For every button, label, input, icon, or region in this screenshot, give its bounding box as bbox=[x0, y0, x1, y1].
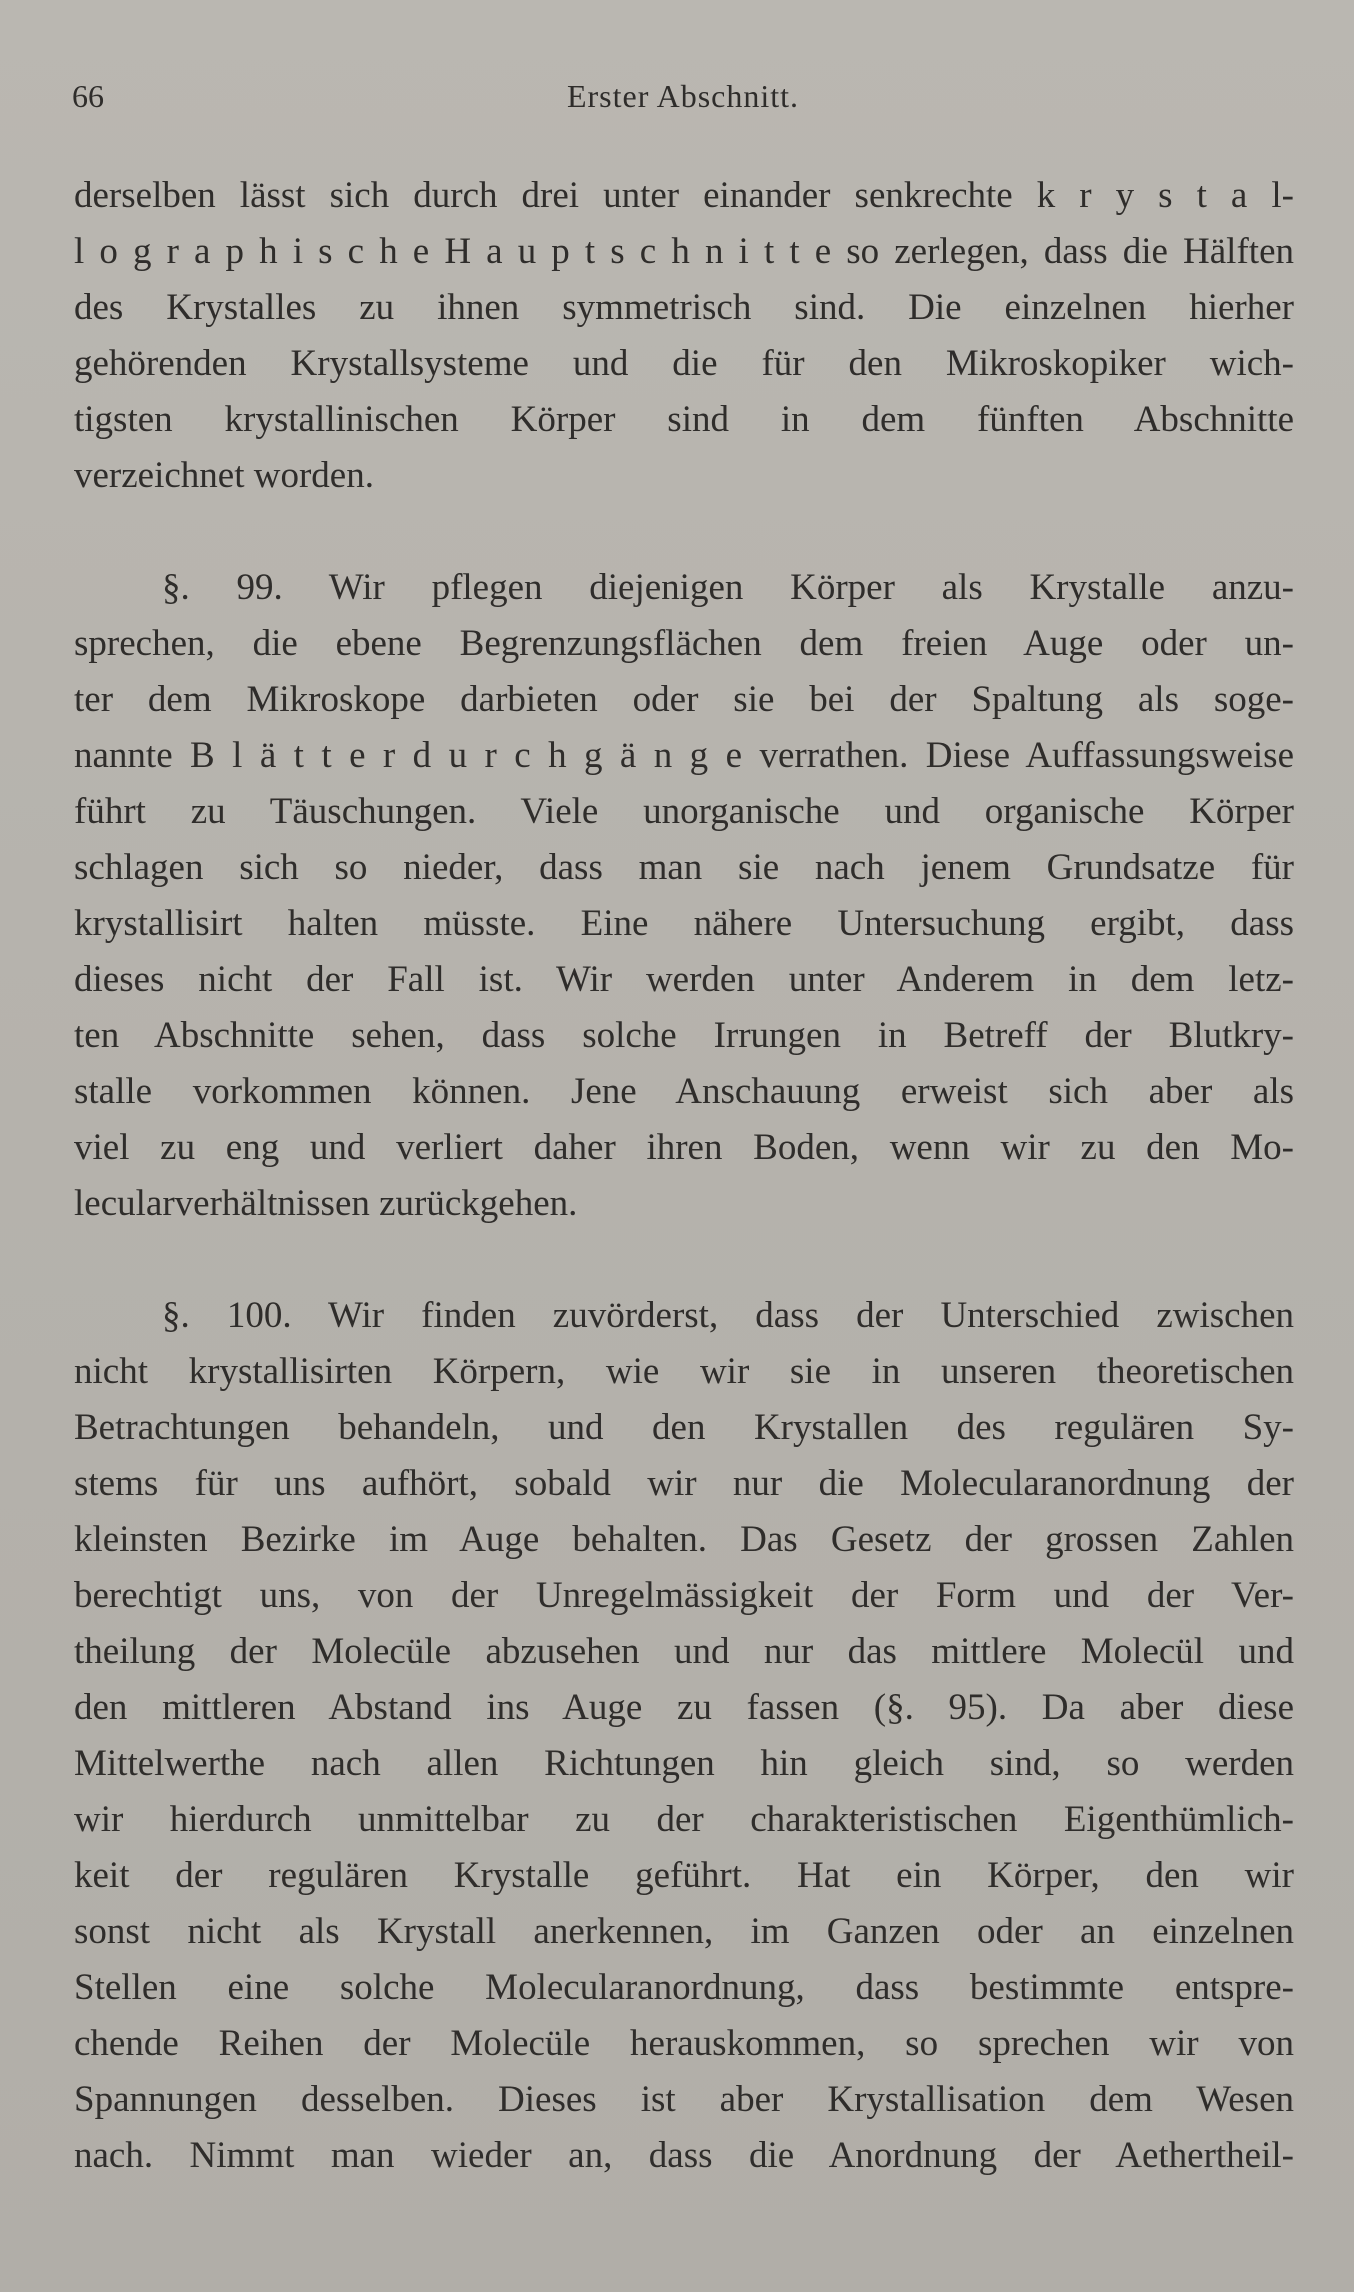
text-line: nach. Nimmt man wieder an, dass die Anordnung der Aethertheil- bbox=[74, 2135, 1294, 2176]
text-line: schlagen sich so nieder, dass man sie nach jenem Grundsatze für bbox=[74, 847, 1294, 888]
text-line: Stellen eine solche Molecularanordnung, dass bestimmte entspre- bbox=[74, 1967, 1294, 2008]
page-number: 66 bbox=[72, 78, 104, 114]
text-line: tigsten krystallinischen Körper sind in dem fünften Abschnitte bbox=[74, 399, 1294, 440]
text-line: §. 99. Wir pflegen diejenigen Körper als Krystalle anzu- bbox=[162, 567, 1294, 608]
text-line: sonst nicht als Krystall anerkennen, im Ganzen oder an einzelnen bbox=[74, 1911, 1294, 1952]
body-text bbox=[74, 168, 1294, 2184]
text-line: berechtigt uns, von der Unregelmässigkeit der Form und der Ver- bbox=[74, 1575, 1294, 1616]
text-line: dieses nicht der Fall ist. Wir werden unter Anderem in dem letz- bbox=[74, 959, 1294, 1000]
text-line: verzeichnet worden. bbox=[74, 455, 374, 496]
text-line: sprechen, die ebene Begrenzungsflächen dem freien Auge oder un- bbox=[74, 623, 1294, 664]
text-line: nannte B l ä t t e r d u r c h g ä n g e verrathen. Diese Auffassungsweise bbox=[74, 735, 1294, 776]
paragraph-section-99 bbox=[74, 560, 1294, 1232]
text-line: theilung der Molecüle abzusehen und nur das mittlere Molecül und bbox=[74, 1631, 1294, 1672]
text-line: stems für uns aufhört, sobald wir nur die Molecularanordnung der bbox=[74, 1463, 1294, 1504]
text-line: derselben lässt sich durch drei unter einander senkrechte k r y s t a l- bbox=[74, 175, 1294, 216]
text-line: Betrachtungen behandeln, und den Krystallen des regulären Sy- bbox=[74, 1407, 1294, 1448]
paragraph-section-100 bbox=[74, 1288, 1294, 2184]
text-line: des Krystalles zu ihnen symmetrisch sind. Die einzelnen hierher bbox=[74, 287, 1294, 328]
text-line: Spannungen desselben. Dieses ist aber Krystallisation dem Wesen bbox=[74, 2079, 1294, 2120]
text-line: den mittleren Abstand ins Auge zu fassen (§. 95). Da aber diese bbox=[74, 1687, 1294, 1728]
page-header bbox=[72, 78, 1294, 130]
text-line: ter dem Mikroskope darbieten oder sie bei der Spaltung als soge- bbox=[74, 679, 1294, 720]
text-line: stalle vorkommen können. Jene Anschauung erweist sich aber als bbox=[74, 1071, 1294, 1112]
text-line: lecularverhältnissen zurückgehen. bbox=[74, 1183, 578, 1224]
text-line: ten Abschnitte sehen, dass solche Irrungen in Betreff der Blutkry- bbox=[74, 1015, 1294, 1056]
text-line: nicht krystallisirten Körpern, wie wir sie in unseren theoretischen bbox=[74, 1351, 1294, 1392]
text-line: krystallisirt halten müsste. Eine nähere Untersuchung ergibt, dass bbox=[74, 903, 1294, 944]
text-line: l o g r a p h i s c h e H a u p t s c h n i t t e so zerlegen, dass die Hälften bbox=[74, 231, 1294, 272]
text-line: Mittelwerthe nach allen Richtungen hin gleich sind, so werden bbox=[74, 1743, 1294, 1784]
running-head: Erster Abschnitt. bbox=[566, 78, 800, 114]
text-line: keit der regulären Krystalle geführt. Hat ein Körper, den wir bbox=[74, 1855, 1294, 1896]
text-line: führt zu Täuschungen. Viele unorganische und organische Körper bbox=[74, 791, 1294, 832]
text-line: wir hierdurch unmittelbar zu der charakteristischen Eigenthümlich- bbox=[74, 1799, 1294, 1840]
text-line: §. 100. Wir finden zuvörderst, dass der Unterschied zwischen bbox=[162, 1295, 1294, 1336]
text-line: gehörenden Krystallsysteme und die für den Mikroskopiker wich- bbox=[74, 343, 1294, 384]
paragraph-1 bbox=[74, 168, 1294, 504]
text-line: kleinsten Bezirke im Auge behalten. Das Gesetz der grossen Zahlen bbox=[74, 1519, 1294, 1560]
text-line: chende Reihen der Molecüle herauskommen, so sprechen wir von bbox=[74, 2023, 1294, 2064]
text-line: viel zu eng und verliert daher ihren Boden, wenn wir zu den Mo- bbox=[74, 1127, 1294, 1168]
